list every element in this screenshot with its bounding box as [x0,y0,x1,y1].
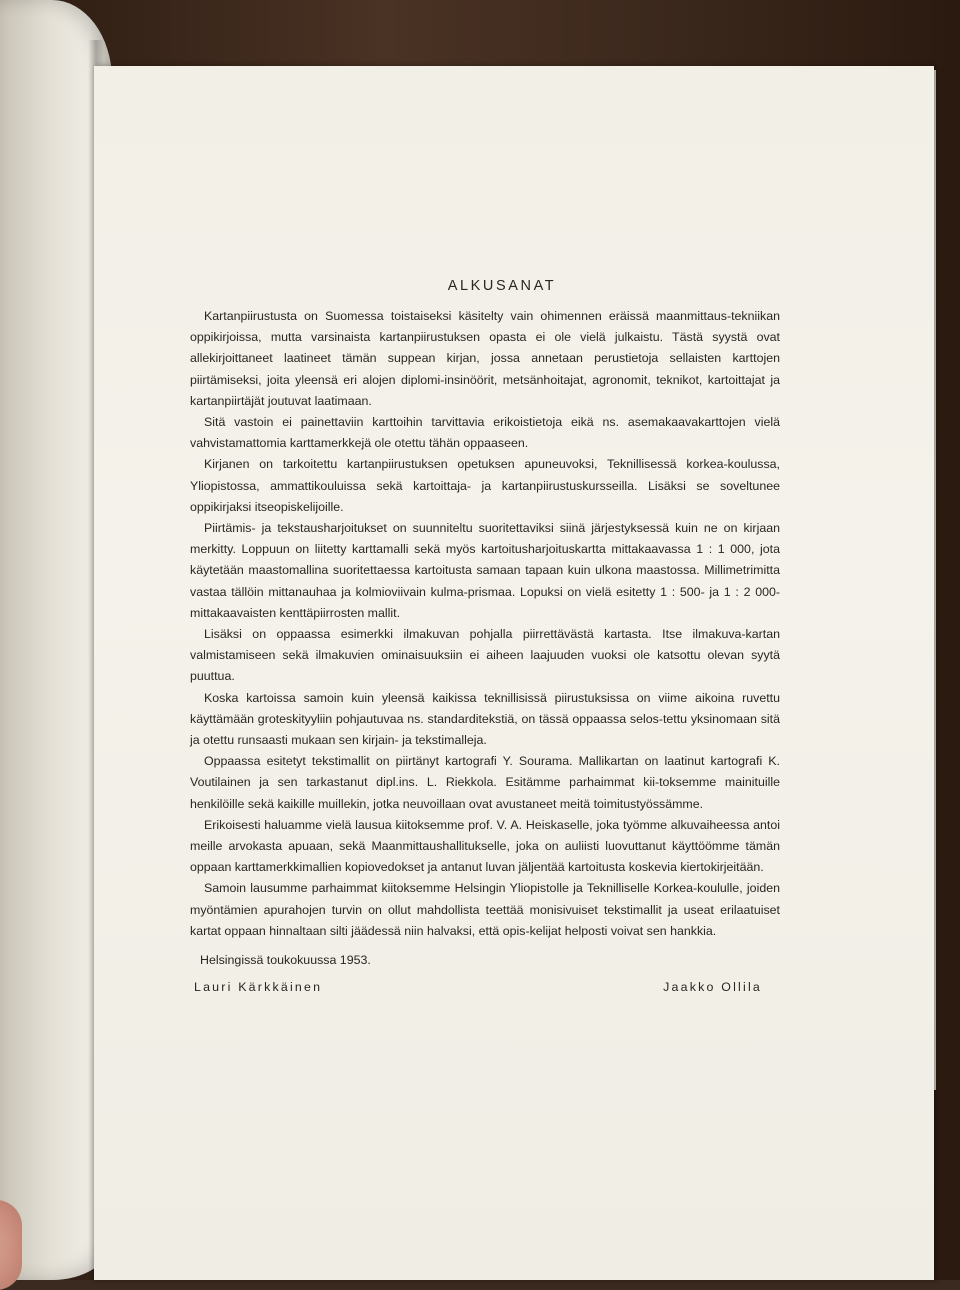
paragraph-9: Samoin lausumme parhaimmat kiitoksemme Helsingin Yliopistolle ja Teknilliselle Korkea-koululle, joiden myöntämien apurahojen turvin on ollut mahdollista teettää monisivuiset tekstimallit ja useat erilaatuiset kartat oppaan hinnaltaan silti jäädessä niin halvaksi, että opis-kelijat helposti voivat sen hankkia. [190,881,780,938]
finger [0,1200,22,1290]
right-page [94,66,934,1280]
place-date: Helsingissä toukokuussa 1953. [200,953,371,968]
paragraph-8: Erikoisesti haluamme vielä lausua kiitoksemme prof. V. A. Heiskaselle, joka työmme alkuvaiheessa antoi meille arvokasta apuaan, sekä Maanmittaushallitukselle, joka on auliisti luovuttanut käyttöömme tämän oppaan karttamerkkimallien kopiovedokset ja antanut luvan jäljentää kartoitusta koskevia kiertokirjeitään. [190,817,780,875]
paragraph-1: Kartanpiirustusta on Suomessa toistaiseksi käsitelty vain ohimennen eräissä maanmittaus-tekniikan oppikirjoissa, mutta varsinaista kartanpiirustuksen opasta ei ole vielä julkaistu. Tästä syystä ovat allekirjoittaneet laatineet tämän suppean kirjan, jossa annetaan perustietoja sellaisten karttojen piirtämiseksi, joita yleensä eri alojen diplomi-insinöörit, metsänhoitajat, agronomit, teknikot, kartoittajat ja kartanpiirtäjät joutuvat laatimaan. [190,309,780,408]
paragraph-2: Sitä vastoin ei painettaviin karttoihin tarvittavia erikoistietoja eikä ns. asemakaavakarttojen vielä vahvistamattomia karttamerkkejä ole otettu tähän oppaaseen. [190,415,780,451]
paragraph-3: Kirjanen on tarkoitettu kartanpiirustuksen opetuksen apuneuvoksi, Teknillisessä korkea-koulussa, Yliopistossa, ammattikouluissa sekä kartoittaja- ja kartanpiirustuskursseilla. Lisäksi se soveltunee oppikirjaksi itseopiskelijoille. [190,457,780,514]
signatures [190,977,780,998]
signature-right: Jaakko Ollila [663,980,762,995]
paragraph-4: Piirtämis- ja tekstausharjoitukset on suunniteltu suoritettaviksi siinä järjestyksessä kuin ne on kirjaan merkitty. Loppuun on liitetty karttamalli sekä myös kartoitusharjoituskartta mittakaavassa 1 : 1 000, jota käytetään maastomallina suoritettaessa kartoitusta samaan tapaan kuin ulkona maastossa. Millimetrimitta vastaa tällöin mittanauhaa ja kolmioviivain kulma-prismaa. Lopuksi on vielä esitetty 1 : 500- ja 1 : 2 000-mittakaavaisten kenttäpiirrosten mallit. [190,521,780,620]
page-title: ALKUSANAT [447,278,557,294]
paragraph-7: Oppaassa esitetyt tekstimallit on piirtänyt kartografi Y. Sourama. Mallikartan on laatinut kartografi K. Voutilainen ja sen tarkastanut dipl.ins. L. Riekkola. Esitämme parhaimmat kii-toksemme mainituille henkilöille sekä kaikille muillekin, jotka neuvoillaan ovat avustaneet meitä toimitustyössämme. [190,754,780,811]
paragraph-6: Koska kartoissa samoin kuin yleensä kaikissa teknillisissä piirustuksissa on viime aikoina ruvettu käyttämään groteskityyliin pohjautuvaa ns. standarditekstiä, on tässä oppaassa selos-tettu yksinomaan sitä ja otettu runsaasti mukaan sen kirjain- ja tekstimalleja. [190,690,780,748]
preface-text [190,276,780,999]
paragraph-5: Lisäksi on oppaassa esimerkki ilmakuvan pohjalla piirrettävästä kartasta. Itse ilmakuva-kartan valmistamiseen sekä ilmakuvien ominaisuuksiin ei aiheen laajuuden vuoksi ole katsottu olevan syytä puuttua. [190,627,780,684]
signature-left: Lauri Kärkkäinen [194,980,323,995]
